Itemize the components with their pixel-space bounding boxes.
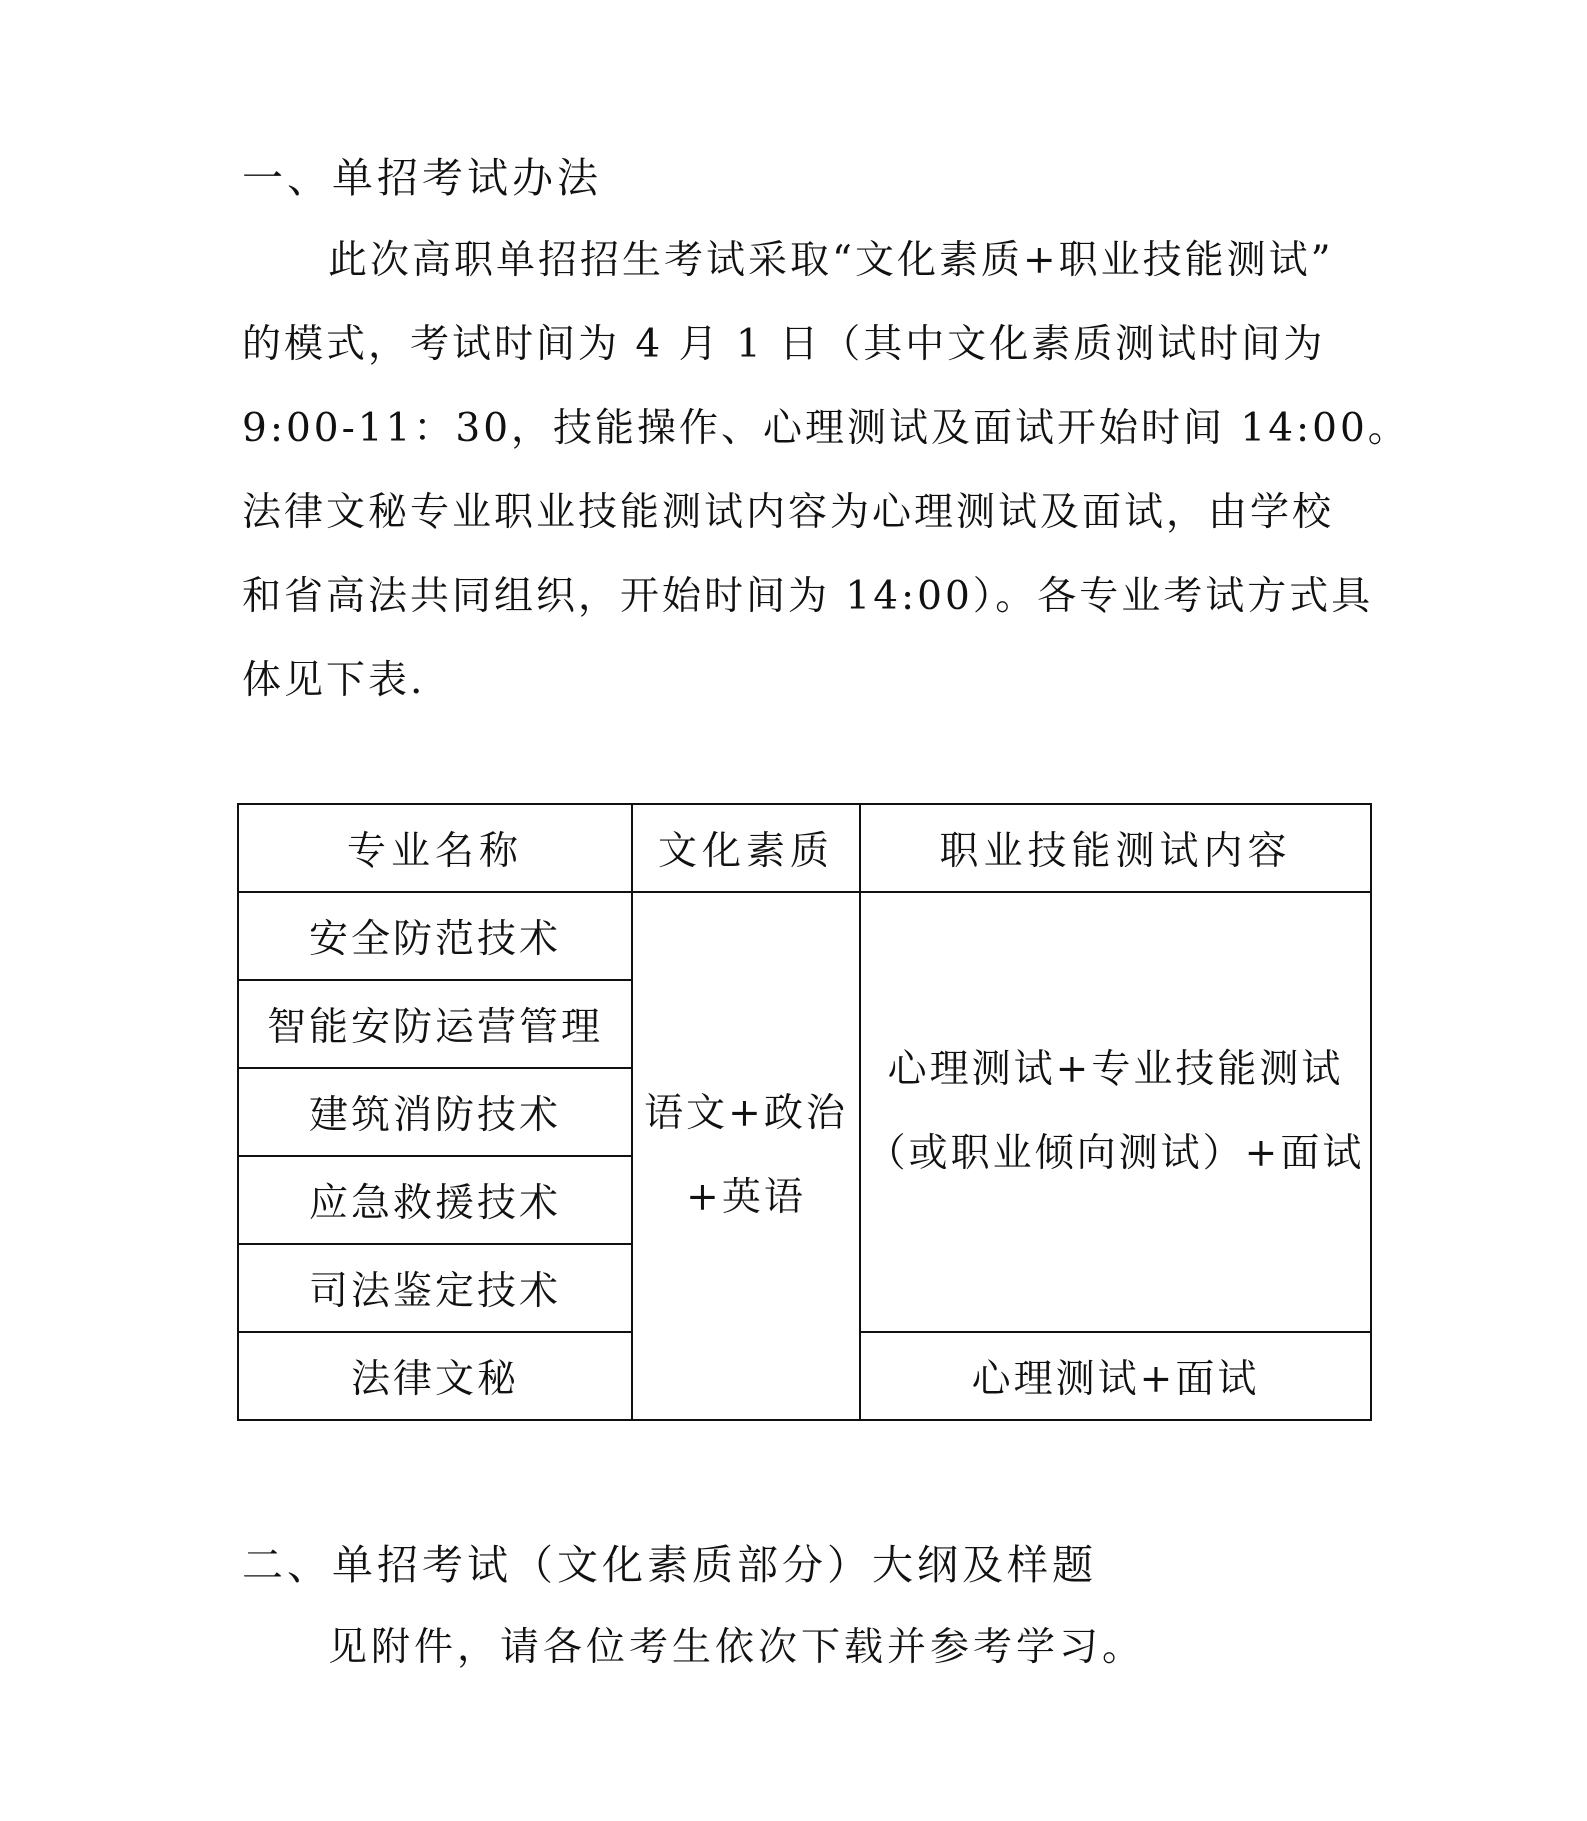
major-cell: 法律文秘 (238, 1332, 632, 1420)
paragraph-line: 法律文秘专业职业技能测试内容为心理测试及面试，由学校 (242, 490, 1335, 535)
cultural-quality-line: 语文+政治 (644, 1091, 848, 1136)
section1-paragraph (242, 219, 1410, 723)
paragraph-line: 和省高法共同组织，开始时间为 14:00）。各专业考试方式具 (242, 574, 1374, 619)
skill-test-line: （或职业倾向测试）+面试 (866, 1131, 1365, 1176)
table-header-row (238, 804, 1371, 892)
section2-paragraph: 见附件，请各位考生依次下载并参考学习。 (328, 1625, 1146, 1670)
major-cell: 建筑消防技术 (238, 1068, 632, 1156)
major-cell: 应急救援技术 (238, 1156, 632, 1244)
major-cell: 智能安防运营管理 (238, 980, 632, 1068)
table-row (238, 892, 1371, 980)
major-cell: 安全防范技术 (238, 892, 632, 980)
section1-heading: 一、单招考试办法 (242, 154, 602, 202)
paragraph-line: 体见下表. (242, 658, 426, 703)
skill-test-group-cell (860, 892, 1371, 1332)
cultural-quality-cell (632, 892, 860, 1420)
paragraph-line: 9:00-11：30，技能操作、心理测试及面试开始时间 14:00。 (242, 406, 1410, 451)
paragraph-line: 此次高职单招招生考试采取“文化素质+职业技能测试” (328, 238, 1334, 283)
paragraph-line: 的模式，考试时间为 4 月 1 日（其中文化素质测试时间为 (242, 322, 1326, 367)
section2-heading: 二、单招考试（文化素质部分）大纲及样题 (242, 1541, 1097, 1589)
exam-method-table (237, 803, 1372, 1421)
major-cell: 司法鉴定技术 (238, 1244, 632, 1332)
skill-test-line: 心理测试+专业技能测试 (887, 1047, 1344, 1092)
cultural-quality-line: +英语 (686, 1175, 806, 1220)
header-major-name: 专业名称 (238, 804, 632, 892)
header-cultural-quality: 文化素质 (632, 804, 860, 892)
header-vocational-skill-test: 职业技能测试内容 (860, 804, 1371, 892)
skill-test-cell: 心理测试+面试 (860, 1332, 1371, 1420)
